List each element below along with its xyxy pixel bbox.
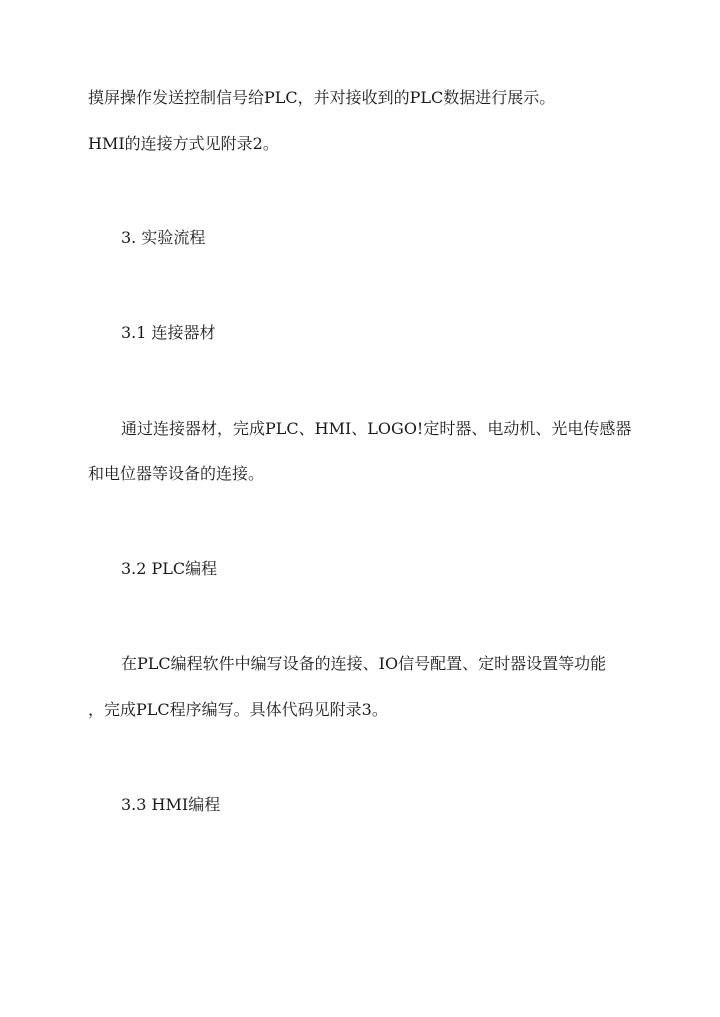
continuation-line-2: HMI的连接方式见附录2。 bbox=[88, 134, 279, 153]
section-3-1-paragraph-line-2: 和电位器等设备的连接。 bbox=[88, 464, 265, 483]
section-3-2-paragraph-line-1: 在PLC编程软件中编写设备的连接、IO信号配置、定时器设置等功能 bbox=[121, 654, 607, 673]
section-3-2-heading: 3.2 PLC编程 bbox=[121, 559, 218, 578]
section-3-heading: 3. 实验流程 bbox=[121, 228, 206, 247]
section-3-1-paragraph-line-1: 通过连接器材，完成PLC、HMI、LOGO!定时器、电动机、光电传感器 bbox=[121, 419, 632, 438]
section-3-1-heading: 3.1 连接器材 bbox=[121, 323, 216, 342]
section-3-3-heading: 3.3 HMI编程 bbox=[121, 795, 221, 814]
section-3-2-paragraph-line-2: ，完成PLC程序编写。具体代码见附录3。 bbox=[88, 700, 388, 719]
continuation-line-1: 摸屏操作发送控制信号给PLC，并对接收到的PLC数据进行展示。 bbox=[88, 88, 556, 107]
